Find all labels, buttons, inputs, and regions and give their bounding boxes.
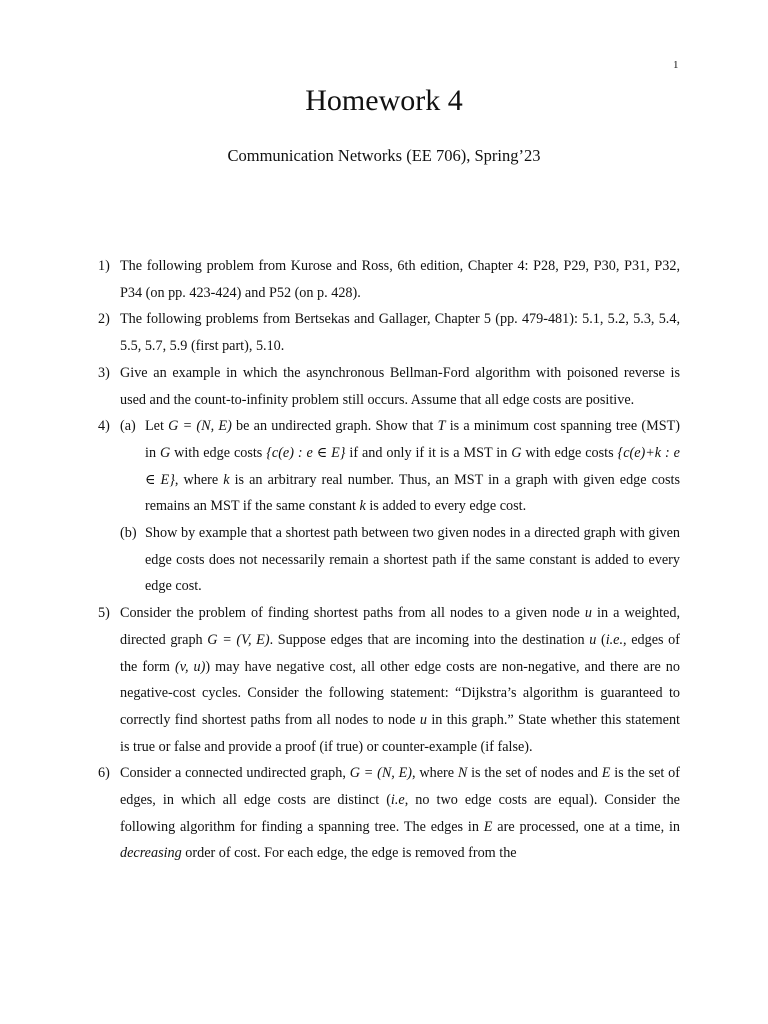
problem-text: The following problem from Kurose and Ross, 6th edition, Chapter 4: P28, P29, P30, P31, P32, P34 (on pp. 423-424) and P52 (on p. 428). [120,258,680,301]
math-expr: E [483,818,493,835]
text-segment: Consider a connected undirected graph, [120,765,350,782]
text-segment: if and only if it is a MST in [345,444,512,461]
text-segment: be an undirected graph. Show that [231,418,438,435]
problem-5 [88,600,680,760]
math-expr: {c(e) : e ∈ E} [266,444,346,461]
problem-number: 4) [98,418,110,435]
math-expr: u [584,605,592,622]
text-segment: order of cost. For each edge, the edge is removed from the [181,845,517,862]
problem-list [88,253,680,867]
text-segment: is a minimum cost spanning tree (MST) in [145,418,681,461]
text-segment: , edges of the form [120,631,680,675]
math-expr: G [159,444,171,461]
math-expr: E [601,765,611,782]
text-segment: in this graph.” State whether this statement is true or false and provide a proof (if true) or counter-example (if false). [120,711,681,755]
text-segment: Consider the problem of finding shortest paths from all nodes to a given node [120,605,585,622]
emphasis: i.e. [605,631,624,648]
problem-text: Give an example in which the asynchronous Bellman-Ford algorithm with poisoned reverse is used and the count-to-infinity problem still occurs. Assume that all edge costs are positive. [120,364,680,408]
problem-number: 3) [98,364,110,381]
math-expr: u [419,711,427,728]
problem-6 [88,760,680,867]
problem-text: Show by example that a shortest path between two given nodes in a directed graph with given edge costs does not necessarily remain a shortest path if the same constant is added to every edge cost. [145,525,680,595]
text-segment: Let [145,418,169,435]
text-segment: , where [412,765,458,782]
math-expr: G = (N, E) [168,418,232,435]
subpart-list [120,413,680,600]
problem-3 [88,360,680,413]
problem-number: 5) [98,605,110,622]
math-expr: k [223,471,230,488]
text-segment: ) may have negative cost, all other edge costs are non-negative, and there are no negative-cost cycles. Consider the following statement: “Dijkstra’s algorithm is guaranteed to correctly find shortest paths from all nodes to node [120,658,680,728]
problem-number: 6) [98,765,110,782]
math-expr: {c(e)+k : e ∈ E} [145,444,680,488]
math-expr: k [359,498,366,515]
math-expr: N [457,765,468,782]
emphasis: decreasing [120,845,182,862]
math-expr: G [511,444,522,461]
text-segment: , no two edge costs are equal). Consider the following algorithm for finding a spanning tree. The edges in [120,792,680,835]
document-subtitle: Communication Networks (EE 706), Spring’23 [227,146,541,165]
math-expr: (v, u) [174,658,206,675]
text-segment: is the set of edges, in which all edge costs are distinct ( [120,765,680,809]
problem-4 [88,413,680,600]
problem-number: 2) [98,311,110,328]
text-segment: is the set of nodes and [467,765,602,782]
text-segment: ( [596,631,606,648]
problem-1 [88,253,680,306]
text-segment: are processed, one at a time, in [492,818,680,835]
math-expr: T [437,418,446,435]
text-segment: in a weighted, directed graph [120,605,680,648]
text-segment: with edge costs [170,444,267,461]
text-segment: is an arbitrary real number. Thus, an MST in a graph with given edge costs remains an MST if the same constant [145,471,680,515]
emphasis: i.e [390,792,405,809]
problem-text: The following problems from Bertsekas and Gallager, Chapter 5 (pp. 479-481): 5.1, 5.2, 5.3, 5.4, 5.5, 5.7, 5.9 (first part), 5.10. [120,311,680,355]
subpart-label: (b) [120,525,137,542]
text-segment: with edge costs [521,444,618,461]
problem-4a [120,413,680,520]
text-segment: . Suppose edges that are incoming into the destination [269,631,590,648]
document-title: Homework 4 [305,84,463,117]
subpart-label: (a) [120,418,136,435]
page-number: 1 [673,59,679,71]
math-expr: u [589,631,597,648]
problem-2 [88,306,680,359]
text-segment: is added to every edge cost. [365,498,527,515]
math-expr: G = (N, E) [349,765,413,782]
problem-number: 1) [98,258,110,274]
text-segment: , where [174,471,224,488]
problem-4b [120,520,680,600]
math-expr: G = (V, E) [207,631,270,648]
